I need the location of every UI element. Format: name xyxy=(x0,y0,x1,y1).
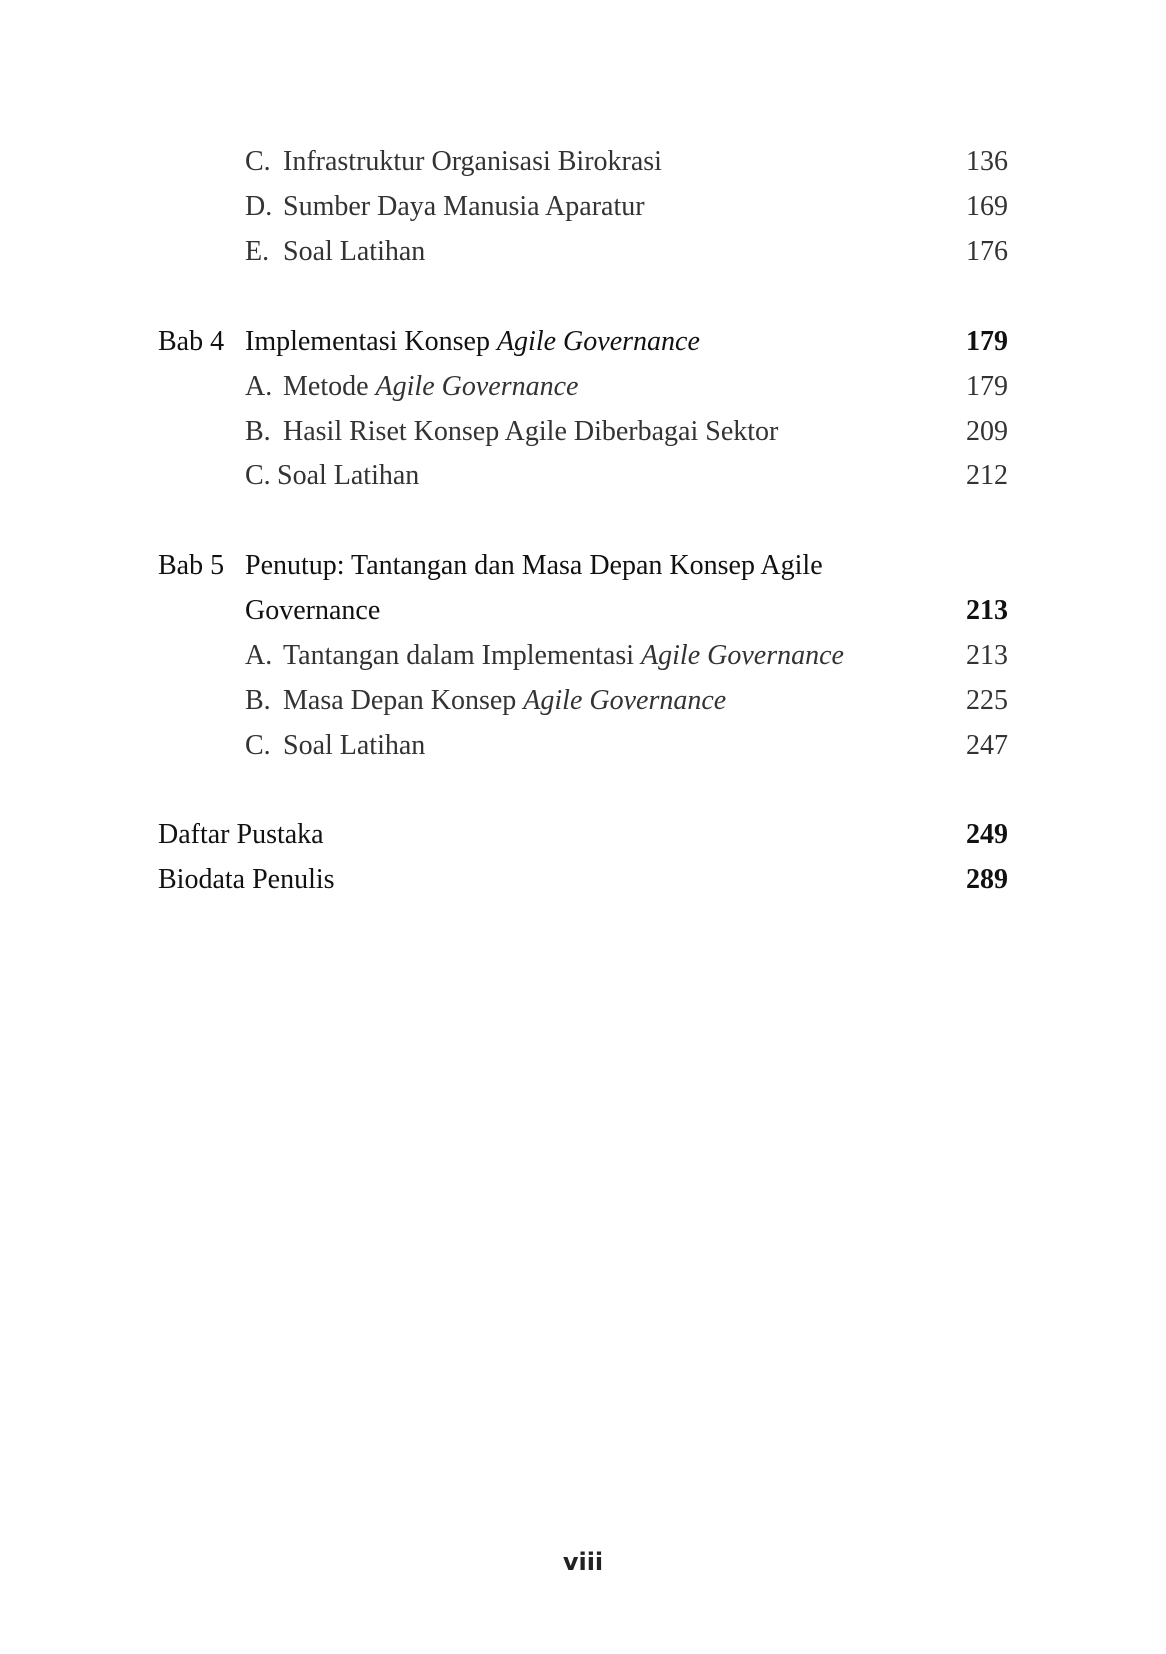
entry-page: 225 xyxy=(966,685,1008,716)
toc-entry[interactable] xyxy=(0,636,1166,676)
chapter-title xyxy=(245,322,700,362)
entry-title-plain: Soal Latihan xyxy=(277,460,420,491)
entry-title: Infrastruktur Organisasi Birokrasi xyxy=(283,146,662,177)
entry-title xyxy=(283,726,425,766)
chapter-page: 179 xyxy=(966,326,1008,357)
toc-back-matter-biodata-penulis[interactable] xyxy=(0,860,1166,900)
toc-chapter-bab-4[interactable] xyxy=(0,322,1166,362)
entry-letter: C. xyxy=(245,146,271,177)
entry-letter: A. xyxy=(245,640,273,671)
page-number: viii xyxy=(562,1548,604,1576)
entry-title-italic: Agile Governance xyxy=(641,640,844,671)
toc-entry[interactable] xyxy=(0,232,1166,272)
entry-letter: B. xyxy=(245,416,271,447)
entry-title-plain: Hasil Riset Konsep Agile Diberbagai Sektor xyxy=(283,416,779,447)
entry-page: 176 xyxy=(966,236,1008,267)
entry-page: 213 xyxy=(966,640,1008,671)
entry-page: 136 xyxy=(966,146,1008,177)
entry-title xyxy=(283,412,778,452)
chapter-title-line-1: Penutup: Tantangan dan Masa Depan Konsep Agile xyxy=(245,550,823,581)
entry-letter: C. xyxy=(245,460,271,491)
entry-title-plain: Metode xyxy=(283,371,376,402)
toc-back-matter-daftar-pustaka[interactable] xyxy=(0,815,1166,855)
toc-entry[interactable] xyxy=(0,187,1166,227)
entry-letter: C. xyxy=(245,730,271,761)
entry-title-plain: Masa Depan Konsep xyxy=(283,685,524,716)
entry-title xyxy=(283,367,578,407)
toc-chapter-bab-5[interactable] xyxy=(0,546,1166,586)
entry-letter: D. xyxy=(245,191,273,222)
entry-title-italic: Agile Governance xyxy=(375,371,579,402)
entry-letter: B. xyxy=(245,685,271,716)
back-matter-page: 289 xyxy=(966,864,1008,895)
toc-entry[interactable] xyxy=(0,681,1166,721)
back-matter-title: Daftar Pustaka xyxy=(158,819,324,850)
entry-letter: A. xyxy=(245,371,273,402)
toc-entry[interactable] xyxy=(0,142,1166,182)
entry-title xyxy=(283,636,844,676)
entry-page: 179 xyxy=(966,371,1008,402)
entry-page: 209 xyxy=(966,416,1008,447)
entry-title xyxy=(277,456,419,496)
entry-page: 169 xyxy=(966,191,1008,222)
toc-entry[interactable] xyxy=(0,412,1166,452)
chapter-page: 213 xyxy=(966,595,1008,626)
chapter-label: Bab 5 xyxy=(158,550,225,581)
entry-letter: E. xyxy=(245,236,270,267)
entry-title-italic: Agile Governance xyxy=(523,685,727,716)
chapter-title-plain: Implementasi Konsep xyxy=(245,326,497,357)
entry-page: 212 xyxy=(966,460,1008,491)
entry-title: Soal Latihan xyxy=(283,236,426,267)
toc-entry[interactable] xyxy=(0,367,1166,407)
back-matter-page: 249 xyxy=(966,819,1008,850)
toc-chapter-bab-5-continued[interactable] xyxy=(0,591,1166,631)
toc-entry[interactable] xyxy=(0,456,1166,496)
entry-title-plain: Soal Latihan xyxy=(283,730,426,761)
chapter-title-italic: Agile Governance xyxy=(496,326,700,357)
entry-title-plain: Tantangan dalam Implementasi xyxy=(283,640,642,671)
toc-entry[interactable] xyxy=(0,726,1166,766)
chapter-title-line-2: Governance xyxy=(245,595,381,626)
back-matter-title: Biodata Penulis xyxy=(158,864,335,895)
chapter-label: Bab 4 xyxy=(158,326,225,357)
entry-title xyxy=(283,681,726,721)
entry-title: Sumber Daya Manusia Aparatur xyxy=(283,191,645,222)
entry-page: 247 xyxy=(966,730,1008,761)
